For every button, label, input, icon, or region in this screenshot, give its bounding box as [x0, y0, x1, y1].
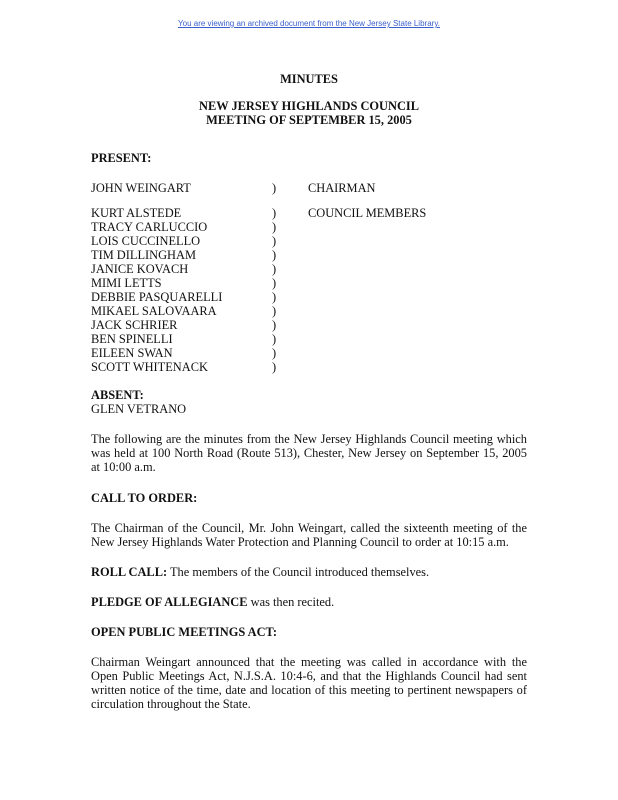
- member-name: MIKAEL SALOVAARA: [91, 304, 217, 318]
- chairman-row: [91, 181, 527, 195]
- minutes-document: [91, 72, 527, 711]
- member-name: DEBBIE PASQUARELLI: [91, 290, 223, 304]
- member-name: MIMI LETTS: [91, 276, 162, 290]
- roll-call-text: The members of the Council introduced themselves.: [169, 565, 430, 579]
- absent-heading: ABSENT:: [91, 388, 144, 402]
- member-name: JANICE KOVACH: [91, 262, 189, 276]
- document-title: MINUTES: [280, 72, 338, 86]
- call-to-order-heading: CALL TO ORDER:: [91, 491, 198, 505]
- pledge-text: was then recited.: [250, 595, 335, 609]
- member-name: SCOTT WHITENACK: [91, 360, 208, 374]
- members-role: COUNCIL MEMBERS: [308, 206, 427, 220]
- paren: ): [272, 262, 277, 276]
- council-name: NEW JERSEY HIGHLANDS COUNCIL: [199, 99, 419, 113]
- member-name: BEN SPINELLI: [91, 332, 173, 346]
- roll-call-heading: ROLL CALL:: [91, 565, 168, 579]
- chairman-role: CHAIRMAN: [308, 181, 376, 195]
- call-to-order-text: The Chairman of the Council, Mr. John Weingart, called the sixteenth meeting of the New Jersey Highlands Water Protection and Planning Council to order at 10:15 a.m.: [91, 521, 527, 549]
- pledge-heading: PLEDGE OF ALLEGIANCE: [91, 595, 248, 609]
- open-meetings-heading: OPEN PUBLIC MEETINGS ACT:: [91, 625, 277, 639]
- chairman-name: JOHN WEINGART: [91, 181, 191, 195]
- paren: ): [272, 181, 277, 195]
- member-row: [91, 360, 527, 374]
- paren: ): [272, 332, 277, 346]
- meeting-date: MEETING OF SEPTEMBER 15, 2005: [206, 113, 412, 127]
- member-row: [91, 304, 527, 318]
- member-row: [91, 220, 527, 234]
- member-row: [91, 276, 527, 290]
- paren: ): [272, 318, 277, 332]
- paren: ): [272, 304, 277, 318]
- member-row: [91, 248, 527, 262]
- paren: ): [272, 248, 277, 262]
- member-name: TRACY CARLUCCIO: [91, 220, 208, 234]
- archive-notice-link[interactable]: You are viewing an archived document from the New Jersey State Library.: [178, 19, 440, 28]
- present-heading: PRESENT:: [91, 151, 152, 165]
- paren: ): [272, 346, 277, 360]
- member-row: [91, 318, 527, 332]
- member-row: [91, 206, 527, 220]
- pledge-paragraph: [91, 595, 527, 609]
- member-row: [91, 346, 527, 360]
- intro-paragraph: The following are the minutes from the New Jersey Highlands Council meeting which was held at 100 North Road (Route 513), Chester, New Jersey on September 15, 2005 at 10:00 a.m.: [91, 432, 527, 474]
- member-name: EILEEN SWAN: [91, 346, 173, 360]
- member-row: [91, 290, 527, 304]
- paren: ): [272, 220, 277, 234]
- member-row: [91, 332, 527, 346]
- paren: ): [272, 206, 277, 220]
- member-name: TIM DILLINGHAM: [91, 248, 196, 262]
- member-name: KURT ALSTEDE: [91, 206, 182, 220]
- members-list: [91, 206, 527, 374]
- roll-call-paragraph: [91, 565, 527, 579]
- paren: ): [272, 360, 277, 374]
- member-name: LOIS CUCCINELLO: [91, 234, 201, 248]
- member-row: [91, 262, 527, 276]
- paren: ): [272, 290, 277, 304]
- paren: ): [272, 234, 277, 248]
- absent-name: GLEN VETRANO: [91, 402, 187, 416]
- open-meetings-text: Chairman Weingart announced that the meeting was called in accordance with the Open Public Meetings Act, N.J.S.A. 10:4-6, and that the Highlands Council had sent written notice of the time, date and location of this meeting to pertinent newspapers of circulation throughout the State.: [91, 655, 527, 711]
- paren: ): [272, 276, 277, 290]
- member-name: JACK SCHRIER: [91, 318, 178, 332]
- member-row: [91, 234, 527, 248]
